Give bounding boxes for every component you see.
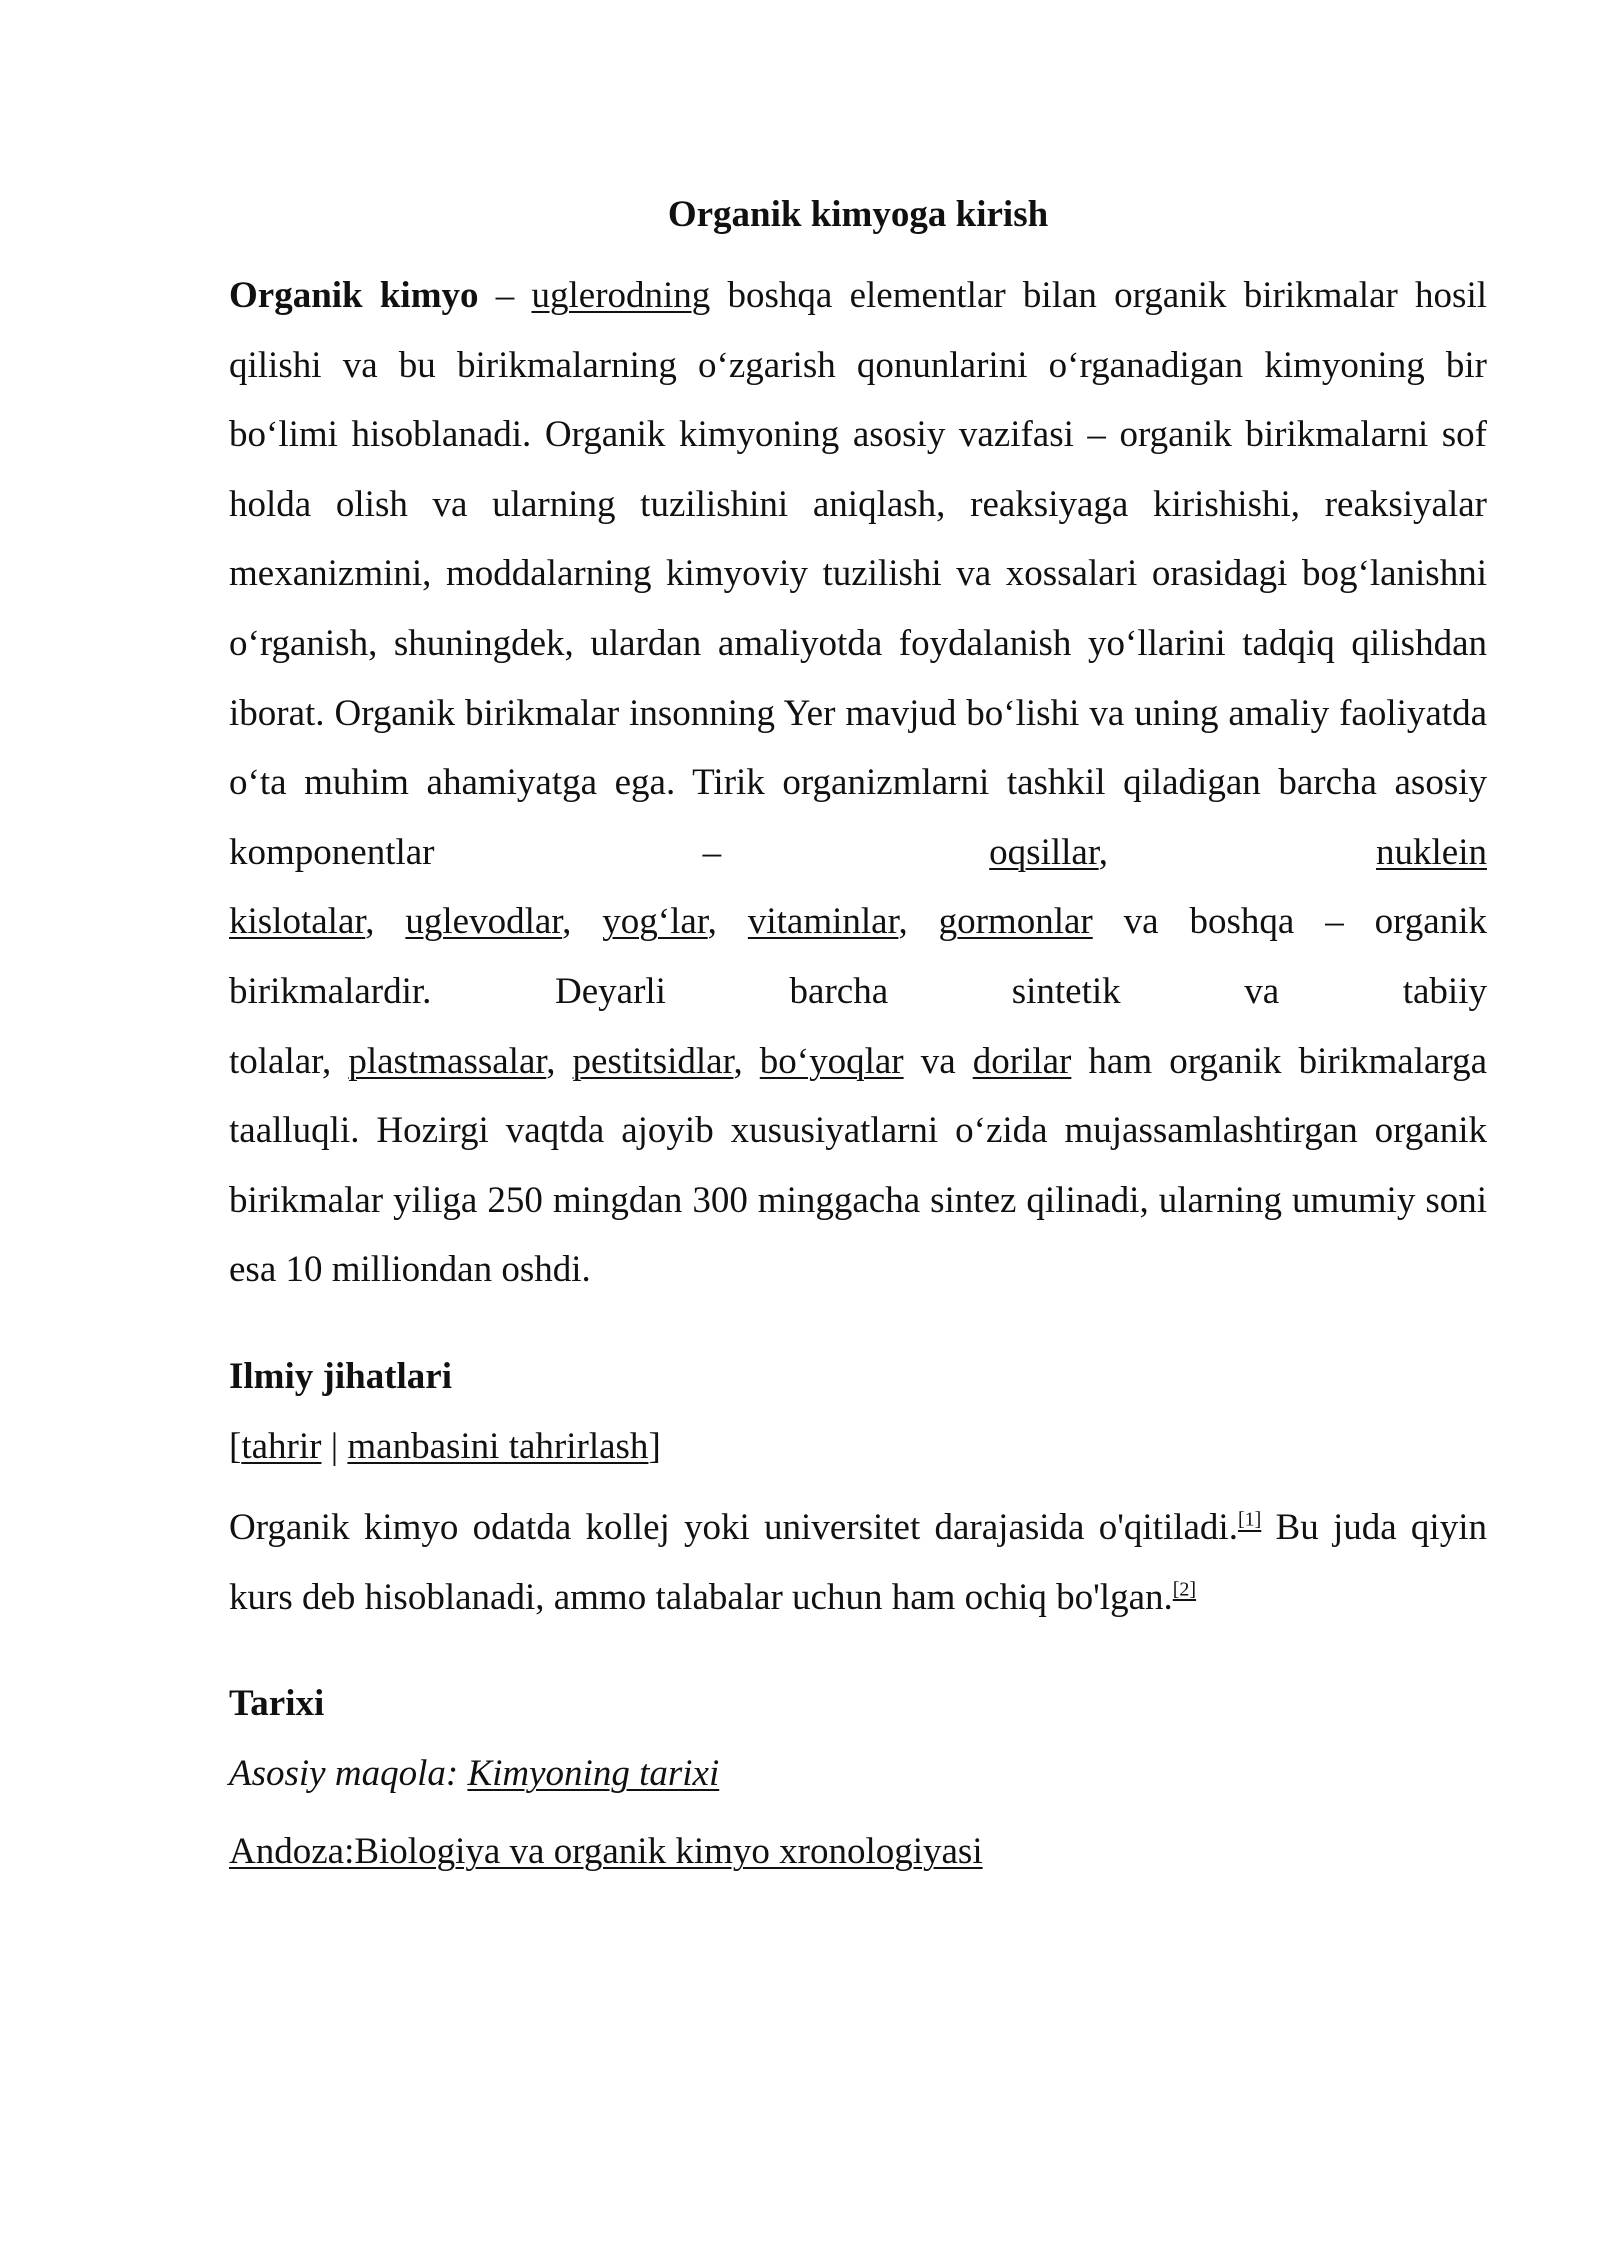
edit-bracket-open: [	[229, 1425, 242, 1467]
link-pesticides[interactable]: pestitsidlar	[572, 1040, 734, 1082]
edit-source-link[interactable]: manbasini tahrirlash	[347, 1425, 649, 1467]
intro-text-3: tolalar,	[229, 1040, 349, 1082]
template-link-paragraph	[229, 1824, 1487, 1880]
scientific-paragraph	[229, 1493, 1487, 1632]
document-page	[229, 185, 1487, 1880]
intro-text-block	[229, 261, 1487, 887]
template-link[interactable]: Andoza:Biologiya va organik kimyo xronologiyasi	[229, 1831, 983, 1873]
link-proteins[interactable]: oqsillar	[989, 831, 1099, 873]
intro-text-1: boshqa elementlar bilan organik birikmalar hosil qilishi va bu birikmalarning o‘zgarish qonunlarini o‘rganadigan kimyoning bir bo‘limi hisoblanadi. Organik kimyoning asosiy vazifasi – organik birikmalarni sof holda olish va ularning tuzilishini aniqlash, reaksiyaga kirishishi, reaksiyalar mexanizmini, moddalarning kimyoviy tuzilishi va xossalari orasidagi bog‘lanishni o‘rganish, shuningdek, ulardan amaliyotda foydalanish yo‘llarini tadqiq qilishdan iborat. Organik birikmalar insonning Yer mavjud bo‘lishi va uning amaliy faoliyatda o‘ta muhim ahamiyatga ega. Tirik organizmlarni tashkil qiladigan barcha asosiy komponentlar –	[229, 275, 1487, 873]
main-article-note	[229, 1746, 1487, 1802]
intro-comma-5: ,	[898, 901, 939, 943]
link-carbs[interactable]: uglevodlar	[405, 901, 563, 943]
intro-dash: –	[478, 275, 532, 316]
intro-text-4: ham organik birikmalarga taalluqli. Hozirgi vaqtda ajoyib xususiyatlarni o‘zida mujassamlashtirgan organik birikmalar yiliga 250 mingdan 300 minggacha sintez qilinadi, ularning umumiy soni esa 10 milliondan oshdi.	[229, 1040, 1487, 1291]
link-carbon[interactable]: uglerodning	[531, 275, 711, 316]
intro-comma-7: ,	[733, 1040, 760, 1082]
edit-separator: |	[321, 1425, 348, 1467]
link-fats[interactable]: yog‘lar	[602, 901, 708, 943]
intro-text-block-3	[229, 1027, 1487, 1305]
main-article-link[interactable]: Kimyoning tarixi	[467, 1753, 720, 1795]
intro-comma-2: ,	[365, 901, 406, 943]
heading-scientific: Ilmiy jihatlari	[229, 1355, 453, 1397]
link-vitamins[interactable]: vitaminlar	[747, 901, 899, 943]
intro-text-2: va boshqa – organik birikmalardir. Deyarli barcha sintetik va tabiiy	[229, 901, 1488, 1012]
main-article-label: Asosiy maqola:	[229, 1753, 468, 1795]
edit-bracket-close: ]	[648, 1425, 661, 1467]
intro-text-va: va	[903, 1040, 973, 1082]
document-title: Organik kimyoga kirish	[667, 194, 1049, 235]
link-hormones[interactable]: gormonlar	[938, 901, 1093, 943]
link-plastics[interactable]: plastmassalar	[348, 1040, 547, 1082]
intro-comma-3: ,	[562, 901, 603, 943]
scientific-text-2: Bu juda qiyin kurs deb hisoblanadi, ammo talabalar uchun ham ochiq bo'lgan.	[229, 1506, 1487, 1618]
scientific-text-1: Organik kimyo odatda kollej yoki universitet darajasida o'qitiladi.	[229, 1506, 1238, 1548]
intro-term: Organik kimyo	[229, 275, 479, 316]
intro-comma-4: ,	[707, 901, 748, 943]
link-drugs[interactable]: dorilar	[972, 1040, 1072, 1082]
edit-link[interactable]: tahrir	[241, 1425, 322, 1467]
intro-paragraph	[229, 261, 1487, 1305]
heading-history: Tarixi	[229, 1683, 325, 1725]
reference-2-link[interactable]: [2]	[1172, 1578, 1197, 1601]
link-nucleic-part1[interactable]: nuklein	[1376, 831, 1487, 873]
reference-1-link[interactable]: [1]	[1237, 1508, 1262, 1531]
intro-text-block-2	[229, 887, 1487, 1026]
link-dyes[interactable]: bo‘yoqlar	[759, 1040, 904, 1082]
link-nucleic-part2[interactable]: kislotalar	[229, 901, 366, 943]
edit-links	[229, 1419, 1487, 1475]
intro-comma-6: ,	[546, 1040, 573, 1082]
intro-comma-1: ,	[1098, 831, 1377, 873]
